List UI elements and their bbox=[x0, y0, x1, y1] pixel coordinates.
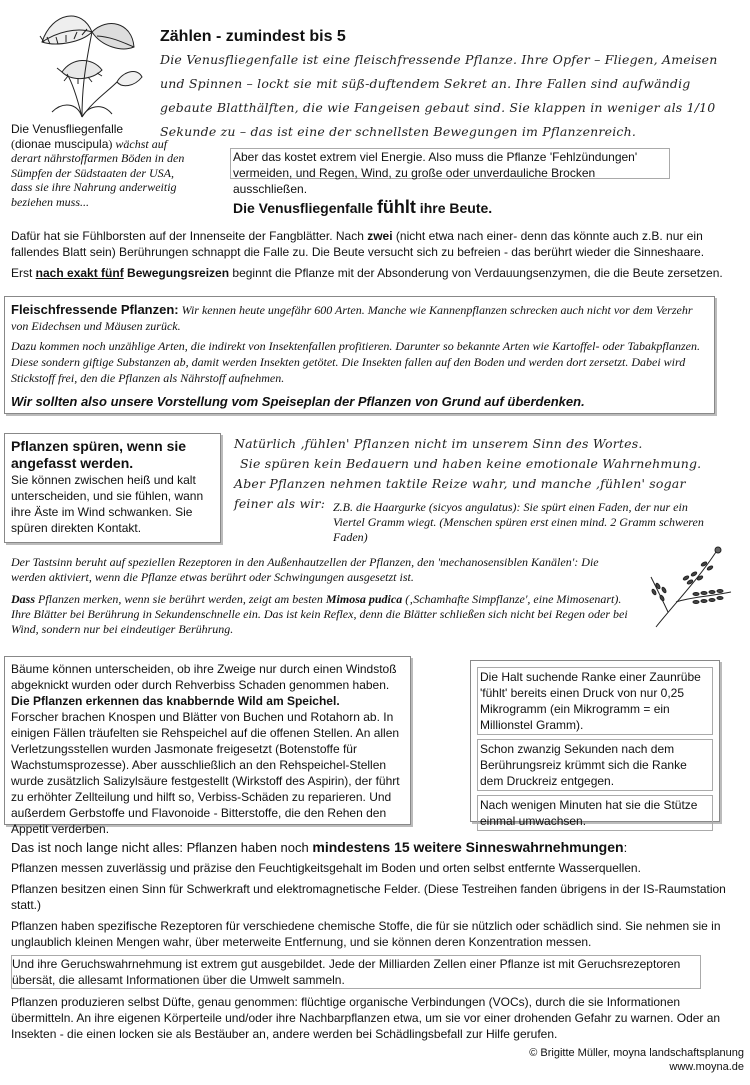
sense-item: Pflanzen haben spezifische Rezeptoren für verschiedene chemische Stoffe, die für sie nützlich oder schädlich sind. Sie nehmen sie in unglaublich kleinen Mengen wahr, über meterweite Entfernung, und sie können deren Konzentration messen. bbox=[11, 919, 721, 949]
touch-hand-l4: feiner als wir: bbox=[234, 496, 326, 511]
tastsinn-paragraph: Der Tastsinn beruht auf speziellen Rezeptoren in den Außenhautzellen der Pflanzen, den 'mechanosensiblen Kanälen': Die werden aktiviert, wenn die Pflanze etwas berührt oder Schwingungen ausgesetzt ist. bbox=[11, 555, 599, 584]
carn-p1: Wir kennen heute ungefähr 600 Arten. Manche wie Kannenpflanzen schrecken auch nicht vor dem Verzehr von Eidechsen und Mäusen zurück. bbox=[11, 303, 693, 333]
page-title: Zählen - zumindest bis 5 bbox=[160, 28, 346, 45]
intro-handwritten: Die Venusfliegenfalle ist eine fleischfressende Pflanze. Ihre Opfer – Fliegen, Ameisen und Spinnen – lockt sie mit süß-duftendem Sekret an. Ihre Fallen sind aufwändig gebaute Blatthälften, die wie Fangeisen gebaut sind. Sie klappen in weniger als 1/10 Sekunde zu – das ist eine der schnellsten Bewegungen im Pflanzenreich. bbox=[160, 52, 718, 139]
sense-item: Pflanzen messen zuverlässig und präzise den Feuchtigkeitsgehalt im Boden und orten selbst entfernte Wasserquellen. bbox=[11, 861, 641, 875]
carn-conclusion: Wir sollten also unsere Vorstellung vom Speiseplan der Pflanzen von Grund auf überdenken. bbox=[11, 393, 585, 409]
feels-heading-a: Die Venusfliegenfalle bbox=[233, 200, 377, 216]
sense-item: Und ihre Geruchswahrnehmung ist extrem gut ausgebildet. Jede der Milliarden Zellen einer Pflanze ist mit Geruchsrezeptoren übersät, die allesamt Informationen über die Umwelt sammeln. bbox=[11, 955, 701, 989]
touch-hand-l2: Sie spüren kein Bedauern und haben keine emotionale Wahrnehmung. bbox=[240, 456, 702, 471]
senses-heading-b: mindestens 15 weitere Sinneswahrnehmungen bbox=[312, 839, 624, 855]
feels-para-b: zwei bbox=[367, 229, 393, 243]
touch-hand-l1: Natürlich ‚fühlen' Pflanzen nicht im unserem Sinn des Wortes. bbox=[234, 436, 643, 451]
five-para-a: Erst bbox=[11, 266, 36, 280]
feels-heading-b: fühlt bbox=[376, 197, 416, 217]
senses-heading bbox=[11, 838, 741, 857]
senses-heading-c: : bbox=[623, 840, 628, 855]
carn-heading: Fleischfressende Pflanzen: bbox=[11, 302, 179, 317]
five-para-b: nach exakt fünf bbox=[35, 266, 124, 280]
touch-heading: Pflanzen spüren, wenn sie angefasst werden. bbox=[11, 438, 187, 471]
venus-flytrap-illustration bbox=[22, 2, 150, 120]
mimosa-c: Mimosa pudica bbox=[325, 592, 403, 606]
five-para-c: Bewegungsreizen bbox=[123, 266, 230, 280]
feels-para-a: Dafür hat sie Fühlborsten auf der Innenseite der Fangblätter. Nach bbox=[11, 229, 368, 243]
touch-body: Sie können zwischen heiß und kalt unterscheiden, und sie fühlen, wann ihre Äste im Wind schwanken. Sie spüren direkten Kontakt. bbox=[11, 473, 204, 535]
five-para-d: beginnt die Pflanze mit der Absonderung von Verdauungsenzymen, die die Beute zersetzen. bbox=[229, 266, 723, 280]
mimosa-b: Pflanzen merken, wenn sie berührt werden, zeigt am besten bbox=[35, 592, 326, 606]
energy-text: Aber das kostet extrem viel Energie. Also muss die Pflanze 'Fehlzündungen' vermeiden, und Regen, Wind, zu große oder unverdauliche Brocken ausschließen. bbox=[233, 150, 638, 196]
sense-item: Pflanzen besitzen einen Sinn für Schwerkraft und elektromagnetische Felder. (Diese Testreihen fanden übrigens in der IS-Raumstation statt.) bbox=[11, 882, 726, 912]
tendril-p2: Schon zwanzig Sekunden nach dem Berührungsreiz krümmt sich die Ranke dem Druckreiz entgegen. bbox=[477, 739, 713, 791]
energy-box bbox=[230, 148, 670, 196]
trees-b: Die Pflanzen erkennen das knabbernde Wild am Speichel. bbox=[11, 694, 340, 708]
tendril-box bbox=[470, 660, 720, 828]
feels-heading bbox=[233, 196, 492, 220]
footer-copyright: © Brigitte Müller, moyna landschaftsplanung bbox=[529, 1047, 744, 1059]
carn-p2: Dazu kommen noch unzählige Arten, die indirekt von Insektenfallen profitieren. Darunter so bekannte Arten wie Kartoffel- oder Tabakpflanzen. Diese sondern giftige Substanzen ab, damit werden Insekten getötet. Die Insekten fallen auf den Boden und werden dort zersetzt. Dabei wird Stickstoff frei, den die Pflanzen als Nährstoff aufnehmen. bbox=[11, 338, 701, 385]
mimosa-paragraph bbox=[11, 592, 641, 637]
touch-box bbox=[4, 433, 221, 543]
footer bbox=[529, 1046, 744, 1074]
caption-text: wächst auf derart nährstoffarmen Böden in den Sümpfen der Südstaaten der USA, dass sie ihre Nahrung anderweitig beziehen muss... bbox=[11, 136, 185, 209]
touch-hand-l3: Aber Pflanzen nehmen taktile Reize wahr, und manche ‚fühlen' sogar bbox=[234, 476, 686, 491]
footer-website: www.moyna.de bbox=[669, 1061, 744, 1073]
trees-box bbox=[4, 656, 411, 836]
feels-paragraph bbox=[11, 229, 736, 261]
tendril-p1: Die Halt suchende Ranke einer Zaunrübe 'fühlt' bereits einen Druck von nur 0,25 Mikrogramm (ein Mikrogramm = ein Millionstel Gramm). bbox=[477, 667, 713, 735]
cucumber-text: Z.B. die Haargurke (sicyos angulatus): Sie spürt einen Faden, der nur ein Viertel Gramm wiegt. (Menschen spüren erst einen mind. 2 Gramm schweren Faden) bbox=[333, 500, 704, 544]
trees-a: Bäume können unterscheiden, ob ihre Zweige nur durch einen Windstoß abgeknickt wurden oder durch Rehverbiss Schaden genommen haben. bbox=[11, 662, 397, 692]
five-paragraph bbox=[11, 266, 741, 282]
tendril-p3: Nach wenigen Minuten hat sie die Stütze einmal umwachsen. bbox=[477, 795, 713, 831]
senses-list bbox=[11, 860, 741, 1042]
mimosa-illustration bbox=[646, 542, 736, 632]
mimosa-d: (‚Schamhafte Simpflanze', eine Mimosenart). Ihre Blätter bei Berührung in Sekundenschnelle ein. Das ist kein Reflex, denn die Blätter schließen sich nicht bei Regen oder bei Wind, sondern nur bei eindeutiger Berührung. bbox=[11, 592, 628, 636]
trees-c: Forscher brachen Knospen und Blätter von Buchen und Rotahorn ab. In einigen Fällen träufelten sie Rehspeichel auf die offenen Stellen. An allen Verletzungsstellen wurden Jasmonate freigesetzt (Botenstoffe für Wachstumsprozesse). Aber ausschließlich an den Rehspeichel-Stellen wurde zusätzlich Salizylsäure festgestellt (Wirkstoff des Aspirin), der führt zu erhöhter Zellteilung und hilft so, Verbiss-Schäden zu reparieren. Und außerdem Gerbstoffe und Flavonoide - Bitterstoffe, die den Rehen den Appetit verderben. bbox=[11, 710, 400, 836]
mimosa-a: Dass bbox=[11, 592, 36, 606]
feels-para-c: (nicht etwa nach einer- denn das könnte auch z.B. nur ein fallendes Blatt sein) Berührungen schnappt die Falle zu. Die Beute versucht sich zu befreien - das berührt wieder die Sinneshaare. bbox=[11, 229, 705, 259]
feels-heading-c: ihre Beute. bbox=[415, 200, 493, 216]
sense-item: Pflanzen produzieren selbst Düfte, genau genommen: flüchtige organische Verbindungen (VOCs), durch die sie Informationen übermitteln. An ihre eigenen Körperteile und/oder ihre Nachbarpflanzen etwa, um sie vor einer drohenden Gefahr zu warnen. Oder an Insekten - die einen locken sie als Bestäuber an, andere werden bei Schädlingsbefall zur Hilfe gerufen. bbox=[11, 995, 721, 1041]
venus-caption: Die Venusfliegenfalle (dionae muscipula) wächst auf derart nährstoffarmen Böden in den Sümpfen der Südstaaten der USA, dass sie ihre Nahrung anderweitig beziehen muss... bbox=[11, 122, 185, 209]
caption-latin: dionae muscipula bbox=[15, 136, 109, 151]
senses-heading-a: Das ist noch lange nicht alles: Pflanzen haben noch bbox=[11, 840, 313, 855]
carnivorous-box bbox=[4, 296, 715, 414]
caption-name: Die Venusfliegenfalle bbox=[11, 122, 124, 136]
